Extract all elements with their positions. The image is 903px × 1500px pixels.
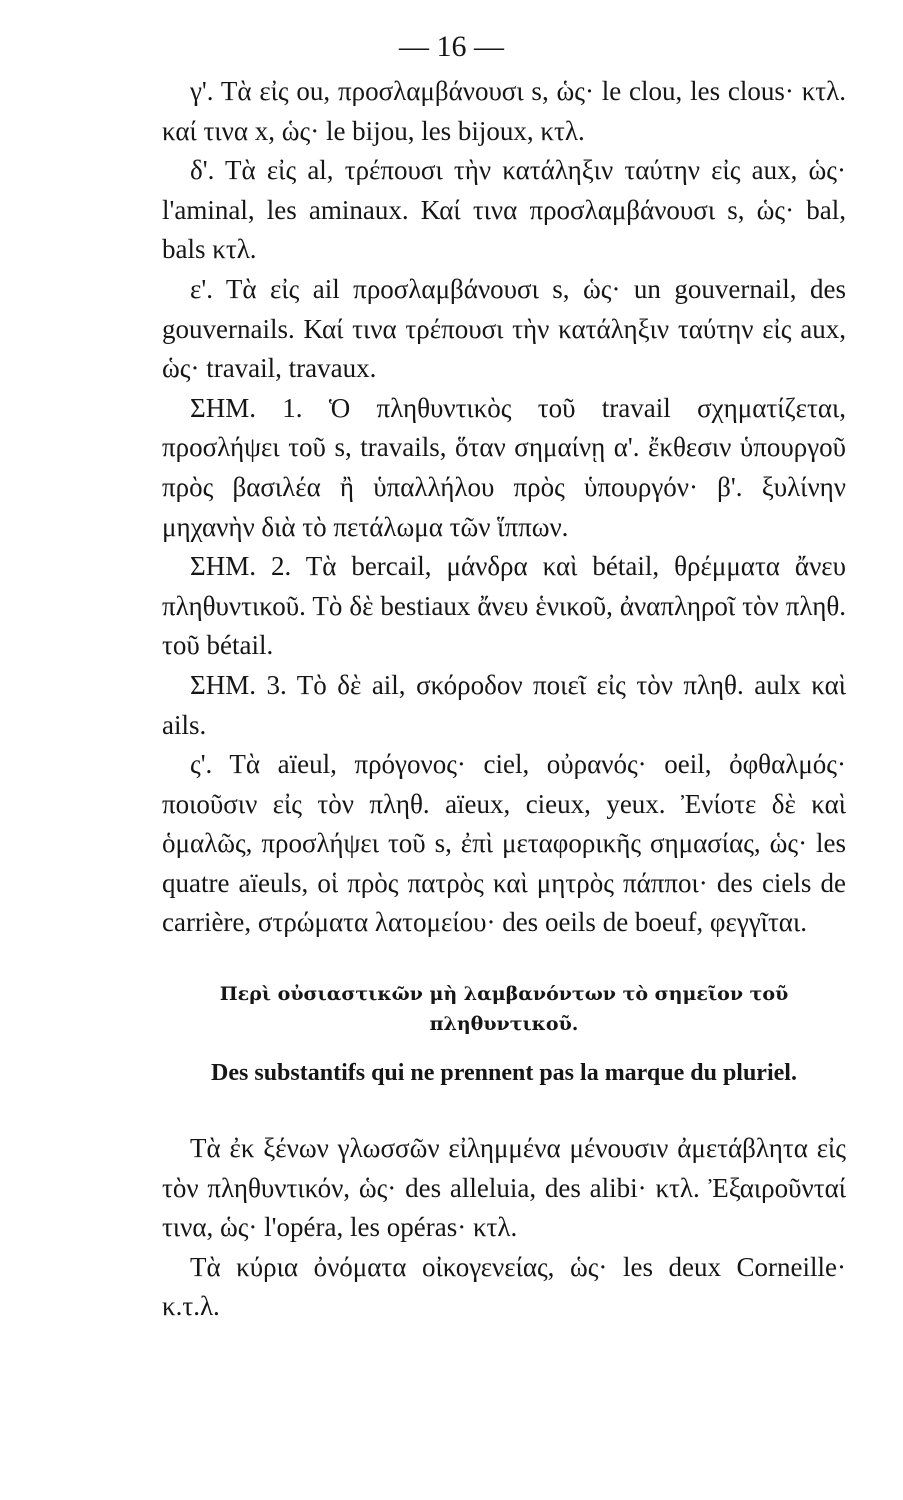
- paragraph-delta: δ'. Τὰ εἰς al, τρέπουσι τὴν κατάληξιν ταύτην εἰς aux, ὡς· l'aminal, les aminaux. Καί τινα προσλαμβάνουσι s, ὡς· bal, bals κτλ.: [162, 155, 846, 265]
- note-3: ΣΗΜ. 3. Τὸ δὲ ail, σκόροδον ποιεῖ εἰς τὸν πληθ. aulx καὶ ails.: [162, 669, 846, 740]
- note-2: ΣΗΜ. 2. Τὰ bercail, μάνδρα καὶ bétail, θρέμματα ἄνευ πληθυντικοῦ. Τὸ δὲ bestiaux ἄνευ ἑνικοῦ, ἀναπληροῖ τὸν πληθ. τοῦ bétail.: [162, 551, 846, 661]
- note-1: ΣΗΜ. 1. Ὁ πληθυντικὸς τοῦ travail σχηματίζεται, προσλήψει τοῦ s, travails, ὅταν σημαίνῃ α'. ἔκθεσιν ὑπουργοῦ πρὸς βασιλέα ἢ ὑπαλλήλου πρὸς ὑπουργόν· β'. ξυλίνην μηχανὴν διὰ τὸ πετάλωμα τῶν ἵππων.: [162, 392, 846, 542]
- section-heading-greek: Περὶ οὐσιαστικῶν μὴ λαμβανόντων τὸ σημεῖον τοῦ πληθυντικοῦ.: [219, 983, 789, 1036]
- page-text: [162, 72, 846, 1327]
- paragraph-stigma: ς'. Τὰ aïeul, πρόγονος· ciel, οὐρανός· oeil, ὀφθαλμός· ποιοῦσιν εἰς τὸν πληθ. aïeux, cieux, yeux. Ἐνίοτε δὲ καὶ ὁμαλῶς, προσλήψει τοῦ s, ἐπὶ μεταφορικῆς σημασίας, ὡς· les quatre aïeuls, οἱ πρὸς πατρὸς καὶ μητρὸς πάπποι· des ciels de carrière, στρώματα λατομείου· des oeils de boeuf, φεγγῖται.: [162, 749, 846, 938]
- page-number: — 16 —: [399, 30, 504, 63]
- section-heading-french: Des substantifs qui ne prennent pas la marque du pluriel.: [211, 1060, 797, 1087]
- paragraph-foreign-words: Τὰ ἐκ ξένων γλωσσῶν εἰλημμένα μένουσιν ἀμετάβλητα εἰς τὸν πληθυντικόν, ὡς· des alleluia, des alibi· κτλ. Ἐξαιροῦνταί τινα, ὡς· l'opéra, les opéras· κτλ.: [162, 1133, 846, 1243]
- paragraph-gamma: γ'. Τὰ εἰς ou, προσλαμβάνουσι s, ὡς· le clou, les clous· κτλ. καί τινα x, ὡς· le bijou, les bijoux, κτλ.: [162, 76, 846, 146]
- spacer: [162, 1095, 846, 1129]
- paragraph-epsilon: ε'. Τὰ εἰς ail προσλαμβάνουσι s, ὡς· un gouvernail, des gouvernails. Καί τινα τρέπουσι τὴν κατάληξιν ταύτην εἰς aux, ὡς· travail, travaux.: [162, 273, 846, 384]
- paragraph-family-names: Τὰ κύρια ὀνόματα οἰκογενείας, ὡς· les deux Corneille· κ.τ.λ.: [162, 1251, 846, 1322]
